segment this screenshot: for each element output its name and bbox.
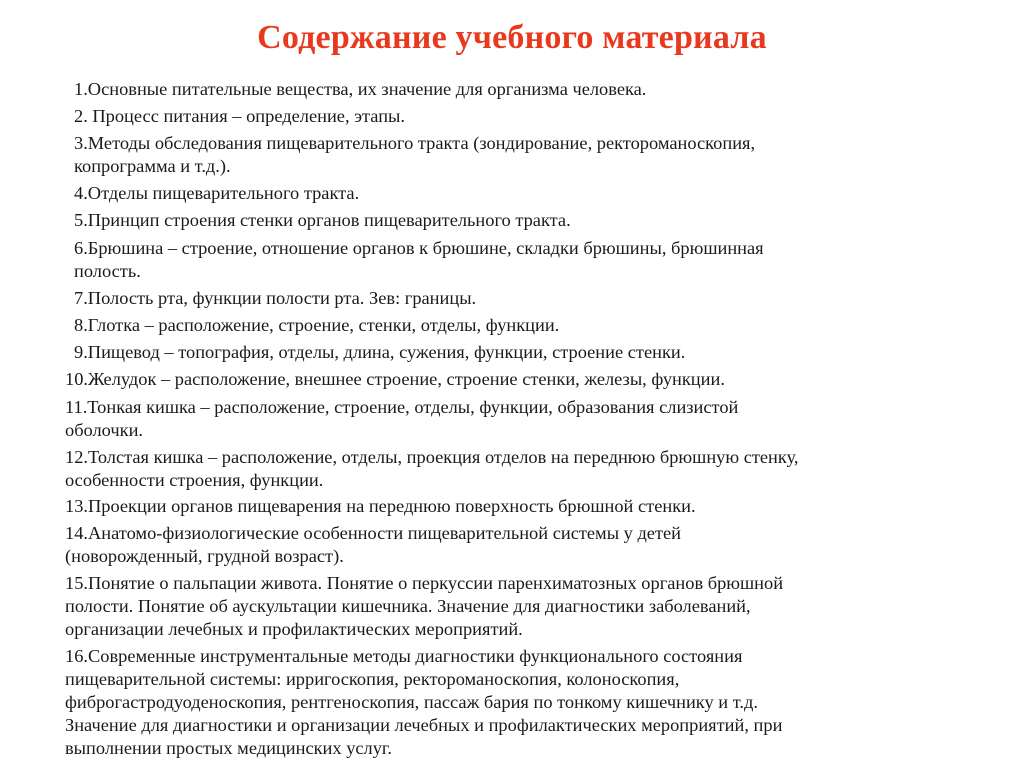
list-item-line: 13.Проекции органов пищеварения на переднюю поверхность брюшной стенки. <box>65 496 696 516</box>
list-item-line: 4.Отделы пищеварительного тракта. <box>74 183 360 203</box>
list-item <box>74 209 571 232</box>
list-item-line: (новорожденный, грудной возраст). <box>65 546 344 566</box>
list-item-line: 7.Полость рта, функции полости рта. Зев: границы. <box>74 288 477 308</box>
list-item <box>74 237 764 283</box>
list-item-line: полости. Понятие об аускультации кишечника. Значение для диагностики заболеваний, <box>65 596 751 616</box>
list-item-line: 5.Принцип строения стенки органов пищеварительного тракта. <box>74 210 571 230</box>
list-item <box>74 132 755 178</box>
list-item <box>65 495 696 518</box>
list-item-line: 15.Понятие о пальпации живота. Понятие о перкуссии паренхиматозных органов брюшной <box>65 573 784 593</box>
list-item-line: копрограмма и т.д.). <box>74 156 231 176</box>
list-item-line: 14.Анатомо-физиологические особенности пищеварительной системы у детей <box>65 523 682 543</box>
list-item-line: 10.Желудок – расположение, внешнее строение, строение стенки, железы, функции. <box>65 369 725 389</box>
list-item-line: выполнении простых медицинских услуг. <box>65 738 392 758</box>
list-item-line: полость. <box>74 261 141 281</box>
list-item <box>65 645 782 760</box>
list-item-line: организации лечебных и профилактических мероприятий. <box>65 619 523 639</box>
list-item <box>65 446 799 492</box>
list-item <box>74 78 646 101</box>
list-item <box>74 105 405 128</box>
list-item-line: 8.Глотка – расположение, строение, стенки, отделы, функции. <box>74 315 560 335</box>
list-item-line: 2. Процесс питания – определение, этапы. <box>74 106 406 126</box>
list-item-line: фиброгастродуоденоскопия, рентгеноскопия, пассаж бария по тонкому кишечнику и т.д. <box>65 692 758 712</box>
list-item-line: 9.Пищевод – топография, отделы, длина, сужения, функции, строение стенки. <box>74 342 686 362</box>
list-item-line: оболочки. <box>65 420 144 440</box>
list-item <box>65 396 738 442</box>
list-item <box>65 368 725 391</box>
list-item-line: 16.Современные инструментальные методы диагностики функционального состояния <box>65 646 743 666</box>
list-item <box>74 182 359 205</box>
list-item-line: Значение для диагностики и организации лечебных и профилактических мероприятий, при <box>65 715 783 735</box>
list-item-line: 12.Толстая кишка – расположение, отделы, проекция отделов на переднюю брюшную стенку, <box>65 447 799 467</box>
list-item-line: особенности строения, функции. <box>65 470 324 490</box>
list-item <box>74 314 559 337</box>
list-item-line: 1.Основные питательные вещества, их значение для организма человека. <box>74 79 647 99</box>
list-item <box>74 287 476 310</box>
list-item-line: 11.Тонкая кишка – расположение, строение, отделы, функции, образования слизистой <box>65 397 739 417</box>
list-item <box>65 522 681 568</box>
page-title: Содержание учебного материала <box>257 19 767 56</box>
list-item-line: 6.Брюшина – строение, отношение органов к брюшине, складки брюшины, брюшинная <box>74 238 764 258</box>
list-item-line: 3.Методы обследования пищеварительного тракта (зондирование, ректороманоскопия, <box>74 133 756 153</box>
list-item <box>74 341 685 364</box>
list-item <box>65 572 783 641</box>
list-item-line: пищеварительной системы: ирригоскопия, ректороманоскопия, колоноскопия, <box>65 669 680 689</box>
